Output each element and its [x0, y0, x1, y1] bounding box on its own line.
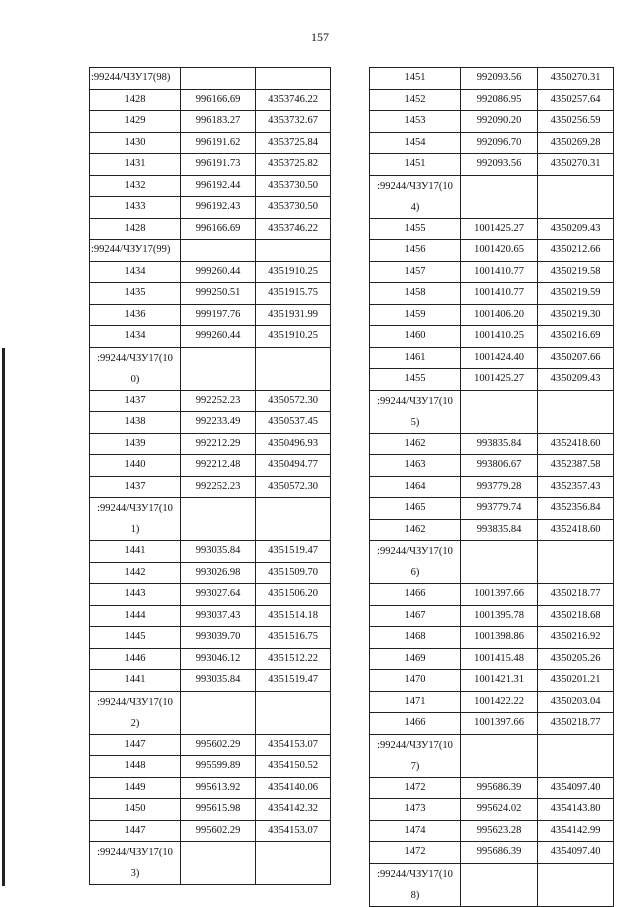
x-coordinate-cell: 1001410.77 [461, 283, 538, 305]
parcel-label-line1: :99244/ЧЗУ17(10 [97, 847, 173, 858]
point-number-cell: 1449 [90, 777, 181, 799]
x-coordinate-cell: 993779.74 [461, 498, 538, 520]
x-coordinate-cell: 992096.70 [461, 132, 538, 154]
parcel-label-cell [370, 390, 461, 433]
point-number-cell: 1461 [370, 347, 461, 369]
point-number-cell: 1457 [370, 261, 461, 283]
table-row [90, 304, 331, 326]
y-coordinate-cell: 4350257.64 [538, 89, 614, 111]
empty-cell [181, 68, 256, 90]
point-number-cell: 1472 [370, 842, 461, 864]
point-number-cell: 1446 [90, 648, 181, 670]
empty-cell [461, 541, 538, 584]
point-number-cell: 1447 [90, 820, 181, 842]
y-coordinate-cell: 4350219.30 [538, 304, 614, 326]
x-coordinate-cell: 996192.44 [181, 175, 256, 197]
empty-cell [256, 68, 331, 90]
table-row [370, 584, 614, 606]
table-row [370, 820, 614, 842]
parcel-header-row [370, 390, 614, 433]
y-coordinate-cell: 4351910.25 [256, 326, 331, 348]
table-row [90, 283, 331, 305]
table-row [90, 820, 331, 842]
table-row [370, 261, 614, 283]
parcel-header-row [370, 863, 614, 906]
table-row [370, 326, 614, 348]
x-coordinate-cell: 995686.39 [461, 777, 538, 799]
table-row [90, 584, 331, 606]
parcel-label-line1: :99244/ЧЗУ17(10 [377, 868, 453, 880]
parcel-label-line2: 6) [410, 567, 420, 578]
point-number-cell: 1442 [90, 562, 181, 584]
x-coordinate-cell: 992093.56 [461, 154, 538, 176]
point-number-cell: 1441 [90, 670, 181, 692]
empty-cell [181, 842, 256, 885]
y-coordinate-cell: 4351514.18 [256, 605, 331, 627]
x-coordinate-cell: 996192.43 [181, 197, 256, 219]
table-row [370, 799, 614, 821]
table-row [90, 734, 331, 756]
table-row [370, 304, 614, 326]
point-number-cell: 1466 [370, 584, 461, 606]
y-coordinate-cell: 4350218.68 [538, 605, 614, 627]
y-coordinate-cell: 4351915.75 [256, 283, 331, 305]
x-coordinate-cell: 995624.02 [461, 799, 538, 821]
table-row [90, 799, 331, 821]
table-row [90, 648, 331, 670]
y-coordinate-cell: 4352356.84 [538, 498, 614, 520]
parcel-header-row [90, 842, 331, 885]
table-row [370, 369, 614, 391]
x-coordinate-cell: 995623.28 [461, 820, 538, 842]
table-row [90, 605, 331, 627]
y-coordinate-cell: 4350216.92 [538, 627, 614, 649]
point-number-cell: 1469 [370, 648, 461, 670]
y-coordinate-cell: 4350218.77 [538, 584, 614, 606]
y-coordinate-cell: 4354142.99 [538, 820, 614, 842]
x-coordinate-cell: 993026.98 [181, 562, 256, 584]
empty-cell [461, 175, 538, 218]
point-number-cell: 1443 [90, 584, 181, 606]
x-coordinate-cell: 993027.64 [181, 584, 256, 606]
empty-cell [256, 347, 331, 390]
y-coordinate-cell: 4350219.59 [538, 283, 614, 305]
parcel-header-row [370, 734, 614, 777]
point-number-cell: 1434 [90, 261, 181, 283]
table-row [370, 132, 614, 154]
empty-cell [256, 240, 331, 262]
y-coordinate-cell: 4353730.50 [256, 197, 331, 219]
table-row [370, 713, 614, 735]
margin-scan-bar [2, 348, 5, 886]
table-row [370, 842, 614, 864]
page-number: 157 [311, 30, 329, 44]
x-coordinate-cell: 992252.23 [181, 476, 256, 498]
y-coordinate-cell: 4350269.28 [538, 132, 614, 154]
x-coordinate-cell: 1001398.86 [461, 627, 538, 649]
y-coordinate-cell: 4352418.60 [538, 433, 614, 455]
table-row [90, 326, 331, 348]
x-coordinate-cell: 992086.95 [461, 89, 538, 111]
x-coordinate-cell: 1001422.22 [461, 691, 538, 713]
point-number-cell: 1473 [370, 799, 461, 821]
empty-cell [181, 347, 256, 390]
table-row [90, 433, 331, 455]
point-number-cell: 1445 [90, 627, 181, 649]
point-number-cell: 1451 [370, 68, 461, 90]
point-number-cell: 1437 [90, 476, 181, 498]
x-coordinate-cell: 993806.67 [461, 455, 538, 477]
parcel-header-row [90, 240, 331, 262]
point-number-cell: 1472 [370, 777, 461, 799]
x-coordinate-cell: 993039.70 [181, 627, 256, 649]
x-coordinate-cell: 1001420.65 [461, 240, 538, 262]
table-row [370, 68, 614, 90]
empty-cell [256, 498, 331, 541]
y-coordinate-cell: 4353746.22 [256, 218, 331, 240]
parcel-label-line1: :99244/ЧЗУ17(10 [377, 546, 453, 557]
y-coordinate-cell: 4351519.47 [256, 670, 331, 692]
x-coordinate-cell: 995602.29 [181, 734, 256, 756]
point-number-cell: 1463 [370, 455, 461, 477]
point-number-cell: 1433 [90, 197, 181, 219]
y-coordinate-cell: 4350256.59 [538, 111, 614, 133]
x-coordinate-cell: 993046.12 [181, 648, 256, 670]
parcel-label-line1: :99244/ЧЗУ17(10 [377, 395, 453, 407]
point-number-cell: 1435 [90, 283, 181, 305]
point-number-cell: 1459 [370, 304, 461, 326]
x-coordinate-cell: 992093.56 [461, 68, 538, 90]
parcel-label-cell [90, 347, 181, 390]
x-coordinate-cell: 1001410.25 [461, 326, 538, 348]
table-row [370, 218, 614, 240]
empty-cell [181, 498, 256, 541]
y-coordinate-cell: 4351512.22 [256, 648, 331, 670]
point-number-cell: 1465 [370, 498, 461, 520]
parcel-label-cell [370, 175, 461, 218]
y-coordinate-cell: 4351506.20 [256, 584, 331, 606]
point-number-cell: 1432 [90, 175, 181, 197]
empty-cell [538, 734, 614, 777]
table-row [90, 154, 331, 176]
parcel-label-line2: 8) [410, 889, 420, 901]
x-coordinate-cell: 996191.73 [181, 154, 256, 176]
y-coordinate-cell: 4350494.77 [256, 455, 331, 477]
table-row [370, 498, 614, 520]
point-number-cell: 1438 [90, 412, 181, 434]
table-row [90, 390, 331, 412]
y-coordinate-cell: 4351516.75 [256, 627, 331, 649]
x-coordinate-cell: 999260.44 [181, 261, 256, 283]
y-coordinate-cell: 4350496.93 [256, 433, 331, 455]
y-coordinate-cell: 4354097.40 [538, 777, 614, 799]
y-coordinate-cell: 4352418.60 [538, 519, 614, 541]
y-coordinate-cell: 4350572.30 [256, 390, 331, 412]
y-coordinate-cell: 4353732.67 [256, 111, 331, 133]
table-row [370, 154, 614, 176]
point-number-cell: 1448 [90, 756, 181, 778]
point-number-cell: 1440 [90, 455, 181, 477]
table-row [370, 347, 614, 369]
point-number-cell: 1468 [370, 627, 461, 649]
x-coordinate-cell: 1001410.77 [461, 261, 538, 283]
table-row [90, 111, 331, 133]
table-row [370, 691, 614, 713]
point-number-cell: 1458 [370, 283, 461, 305]
table-row [370, 476, 614, 498]
table-body-left [90, 68, 331, 885]
x-coordinate-cell: 993035.84 [181, 670, 256, 692]
x-coordinate-cell: 1001397.66 [461, 713, 538, 735]
x-coordinate-cell: 995613.92 [181, 777, 256, 799]
table-body-right [370, 68, 614, 907]
y-coordinate-cell: 4354153.07 [256, 820, 331, 842]
empty-cell [461, 390, 538, 433]
empty-cell [461, 863, 538, 906]
y-coordinate-cell: 4350212.66 [538, 240, 614, 262]
parcel-header-row [90, 498, 331, 541]
table-row [90, 627, 331, 649]
table-row [370, 777, 614, 799]
table-row [90, 756, 331, 778]
y-coordinate-cell: 4351910.25 [256, 261, 331, 283]
x-coordinate-cell: 996166.69 [181, 89, 256, 111]
parcel-label-cell [370, 863, 461, 906]
table-row [370, 519, 614, 541]
table-row [370, 670, 614, 692]
point-number-cell: 1429 [90, 111, 181, 133]
y-coordinate-cell: 4354097.40 [538, 842, 614, 864]
table-row [370, 111, 614, 133]
y-coordinate-cell: 4351931.99 [256, 304, 331, 326]
table-row [90, 777, 331, 799]
parcel-label-line2: 0) [130, 373, 140, 385]
parcel-header-row [90, 691, 331, 734]
point-number-cell: 1453 [370, 111, 461, 133]
point-number-cell: 1462 [370, 519, 461, 541]
y-coordinate-cell: 4350205.26 [538, 648, 614, 670]
parcel-label-line1: :99244/ЧЗУ17(10 [97, 503, 173, 514]
x-coordinate-cell: 1001425.27 [461, 369, 538, 391]
y-coordinate-cell: 4352387.58 [538, 455, 614, 477]
y-coordinate-cell: 4353746.22 [256, 89, 331, 111]
point-number-cell: 1462 [370, 433, 461, 455]
point-number-cell: 1430 [90, 132, 181, 154]
x-coordinate-cell: 1001397.66 [461, 584, 538, 606]
x-coordinate-cell: 1001425.27 [461, 218, 538, 240]
x-coordinate-cell: 993779.28 [461, 476, 538, 498]
parcel-header-row [90, 347, 331, 390]
point-number-cell: 1470 [370, 670, 461, 692]
point-number-cell: 1439 [90, 433, 181, 455]
x-coordinate-cell: 999197.76 [181, 304, 256, 326]
table-row [90, 218, 331, 240]
parcel-label-line2: 1) [130, 524, 140, 535]
point-number-cell: 1455 [370, 369, 461, 391]
coordinates-table-right [369, 67, 614, 907]
empty-cell [181, 240, 256, 262]
parcel-label-cell [90, 498, 181, 541]
table-row [90, 412, 331, 434]
point-number-cell: 1444 [90, 605, 181, 627]
x-coordinate-cell: 1001424.40 [461, 347, 538, 369]
table-row [370, 455, 614, 477]
parcel-label-cell: :99244/ЧЗУ17(99) [90, 240, 181, 262]
y-coordinate-cell: 4353725.84 [256, 132, 331, 154]
y-coordinate-cell: 4350203.04 [538, 691, 614, 713]
y-coordinate-cell: 4350270.31 [538, 154, 614, 176]
x-coordinate-cell: 995686.39 [461, 842, 538, 864]
x-coordinate-cell: 993035.84 [181, 541, 256, 563]
x-coordinate-cell: 992252.23 [181, 390, 256, 412]
y-coordinate-cell: 4351519.47 [256, 541, 331, 563]
point-number-cell: 1447 [90, 734, 181, 756]
x-coordinate-cell: 1001395.78 [461, 605, 538, 627]
x-coordinate-cell: 992090.20 [461, 111, 538, 133]
point-number-cell: 1454 [370, 132, 461, 154]
x-coordinate-cell: 993835.84 [461, 433, 538, 455]
table-row [370, 433, 614, 455]
parcel-header-row [370, 541, 614, 584]
y-coordinate-cell: 4354143.80 [538, 799, 614, 821]
y-coordinate-cell: 4350219.58 [538, 261, 614, 283]
point-number-cell: 1437 [90, 390, 181, 412]
point-number-cell: 1451 [370, 154, 461, 176]
y-coordinate-cell: 4351509.70 [256, 562, 331, 584]
y-coordinate-cell: 4354140.06 [256, 777, 331, 799]
point-number-cell: 1467 [370, 605, 461, 627]
table-row [90, 541, 331, 563]
x-coordinate-cell: 996183.27 [181, 111, 256, 133]
y-coordinate-cell: 4353730.50 [256, 175, 331, 197]
parcel-label-cell [370, 734, 461, 777]
x-coordinate-cell: 992212.29 [181, 433, 256, 455]
empty-cell [256, 842, 331, 885]
point-number-cell: 1471 [370, 691, 461, 713]
x-coordinate-cell: 999250.51 [181, 283, 256, 305]
x-coordinate-cell: 993835.84 [461, 519, 538, 541]
parcel-label-cell [370, 541, 461, 584]
y-coordinate-cell: 4354142.32 [256, 799, 331, 821]
parcel-label-cell: :99244/ЧЗУ17(98) [90, 68, 181, 90]
point-number-cell: 1464 [370, 476, 461, 498]
x-coordinate-cell: 996166.69 [181, 218, 256, 240]
point-number-cell: 1466 [370, 713, 461, 735]
x-coordinate-cell: 995602.29 [181, 820, 256, 842]
table-row [90, 476, 331, 498]
x-coordinate-cell: 996191.62 [181, 132, 256, 154]
parcel-header-row [370, 175, 614, 218]
point-number-cell: 1452 [370, 89, 461, 111]
parcel-label-cell [90, 842, 181, 885]
x-coordinate-cell: 995615.98 [181, 799, 256, 821]
x-coordinate-cell: 1001415.48 [461, 648, 538, 670]
x-coordinate-cell: 999260.44 [181, 326, 256, 348]
table-row [370, 283, 614, 305]
table-row [370, 605, 614, 627]
y-coordinate-cell: 4350218.77 [538, 713, 614, 735]
parcel-label-line2: 5) [410, 416, 420, 428]
parcel-label-line1: :99244/ЧЗУ17(10 [377, 739, 453, 751]
empty-cell [538, 541, 614, 584]
point-number-cell: 1460 [370, 326, 461, 348]
table-row [90, 197, 331, 219]
parcel-label-line2: 7) [410, 760, 420, 772]
table-row [90, 670, 331, 692]
y-coordinate-cell: 4350572.30 [256, 476, 331, 498]
parcel-label-line1: :99244/ЧЗУ17(10 [97, 352, 173, 364]
x-coordinate-cell: 992212.48 [181, 455, 256, 477]
parcel-label-cell [90, 691, 181, 734]
table-row [90, 89, 331, 111]
point-number-cell: 1450 [90, 799, 181, 821]
point-number-cell: 1456 [370, 240, 461, 262]
y-coordinate-cell: 4354153.07 [256, 734, 331, 756]
table-row [370, 627, 614, 649]
parcel-label-line2: 2) [130, 717, 140, 729]
coordinates-table-left [89, 67, 331, 885]
empty-cell [256, 691, 331, 734]
point-number-cell: 1455 [370, 218, 461, 240]
point-number-cell: 1436 [90, 304, 181, 326]
point-number-cell: 1434 [90, 326, 181, 348]
y-coordinate-cell: 4352357.43 [538, 476, 614, 498]
y-coordinate-cell: 4350207.66 [538, 347, 614, 369]
parcel-label-line2: 4) [410, 201, 420, 213]
table-row [90, 562, 331, 584]
table-row [370, 89, 614, 111]
x-coordinate-cell: 1001421.31 [461, 670, 538, 692]
empty-cell [538, 390, 614, 433]
empty-cell [181, 691, 256, 734]
table-row [370, 648, 614, 670]
x-coordinate-cell: 993037.43 [181, 605, 256, 627]
table-row [90, 175, 331, 197]
parcel-label-line1: :99244/ЧЗУ17(10 [377, 180, 453, 192]
y-coordinate-cell: 4350201.21 [538, 670, 614, 692]
point-number-cell: 1428 [90, 218, 181, 240]
parcel-label-line2: 3) [130, 868, 140, 879]
y-coordinate-cell: 4350270.31 [538, 68, 614, 90]
point-number-cell: 1431 [90, 154, 181, 176]
point-number-cell: 1428 [90, 89, 181, 111]
point-number-cell: 1474 [370, 820, 461, 842]
table-row [90, 261, 331, 283]
y-coordinate-cell: 4353725.82 [256, 154, 331, 176]
y-coordinate-cell: 4350209.43 [538, 218, 614, 240]
table-row [90, 132, 331, 154]
table-row [370, 240, 614, 262]
empty-cell [461, 734, 538, 777]
empty-cell [538, 175, 614, 218]
table-row [90, 455, 331, 477]
parcel-label-line1: :99244/ЧЗУ17(10 [97, 696, 173, 708]
empty-cell [538, 863, 614, 906]
parcel-header-row [90, 68, 331, 90]
x-coordinate-cell: 992233.49 [181, 412, 256, 434]
y-coordinate-cell: 4350209.43 [538, 369, 614, 391]
y-coordinate-cell: 4354150.52 [256, 756, 331, 778]
y-coordinate-cell: 4350216.69 [538, 326, 614, 348]
x-coordinate-cell: 995599.89 [181, 756, 256, 778]
x-coordinate-cell: 1001406.20 [461, 304, 538, 326]
y-coordinate-cell: 4350537.45 [256, 412, 331, 434]
point-number-cell: 1441 [90, 541, 181, 563]
